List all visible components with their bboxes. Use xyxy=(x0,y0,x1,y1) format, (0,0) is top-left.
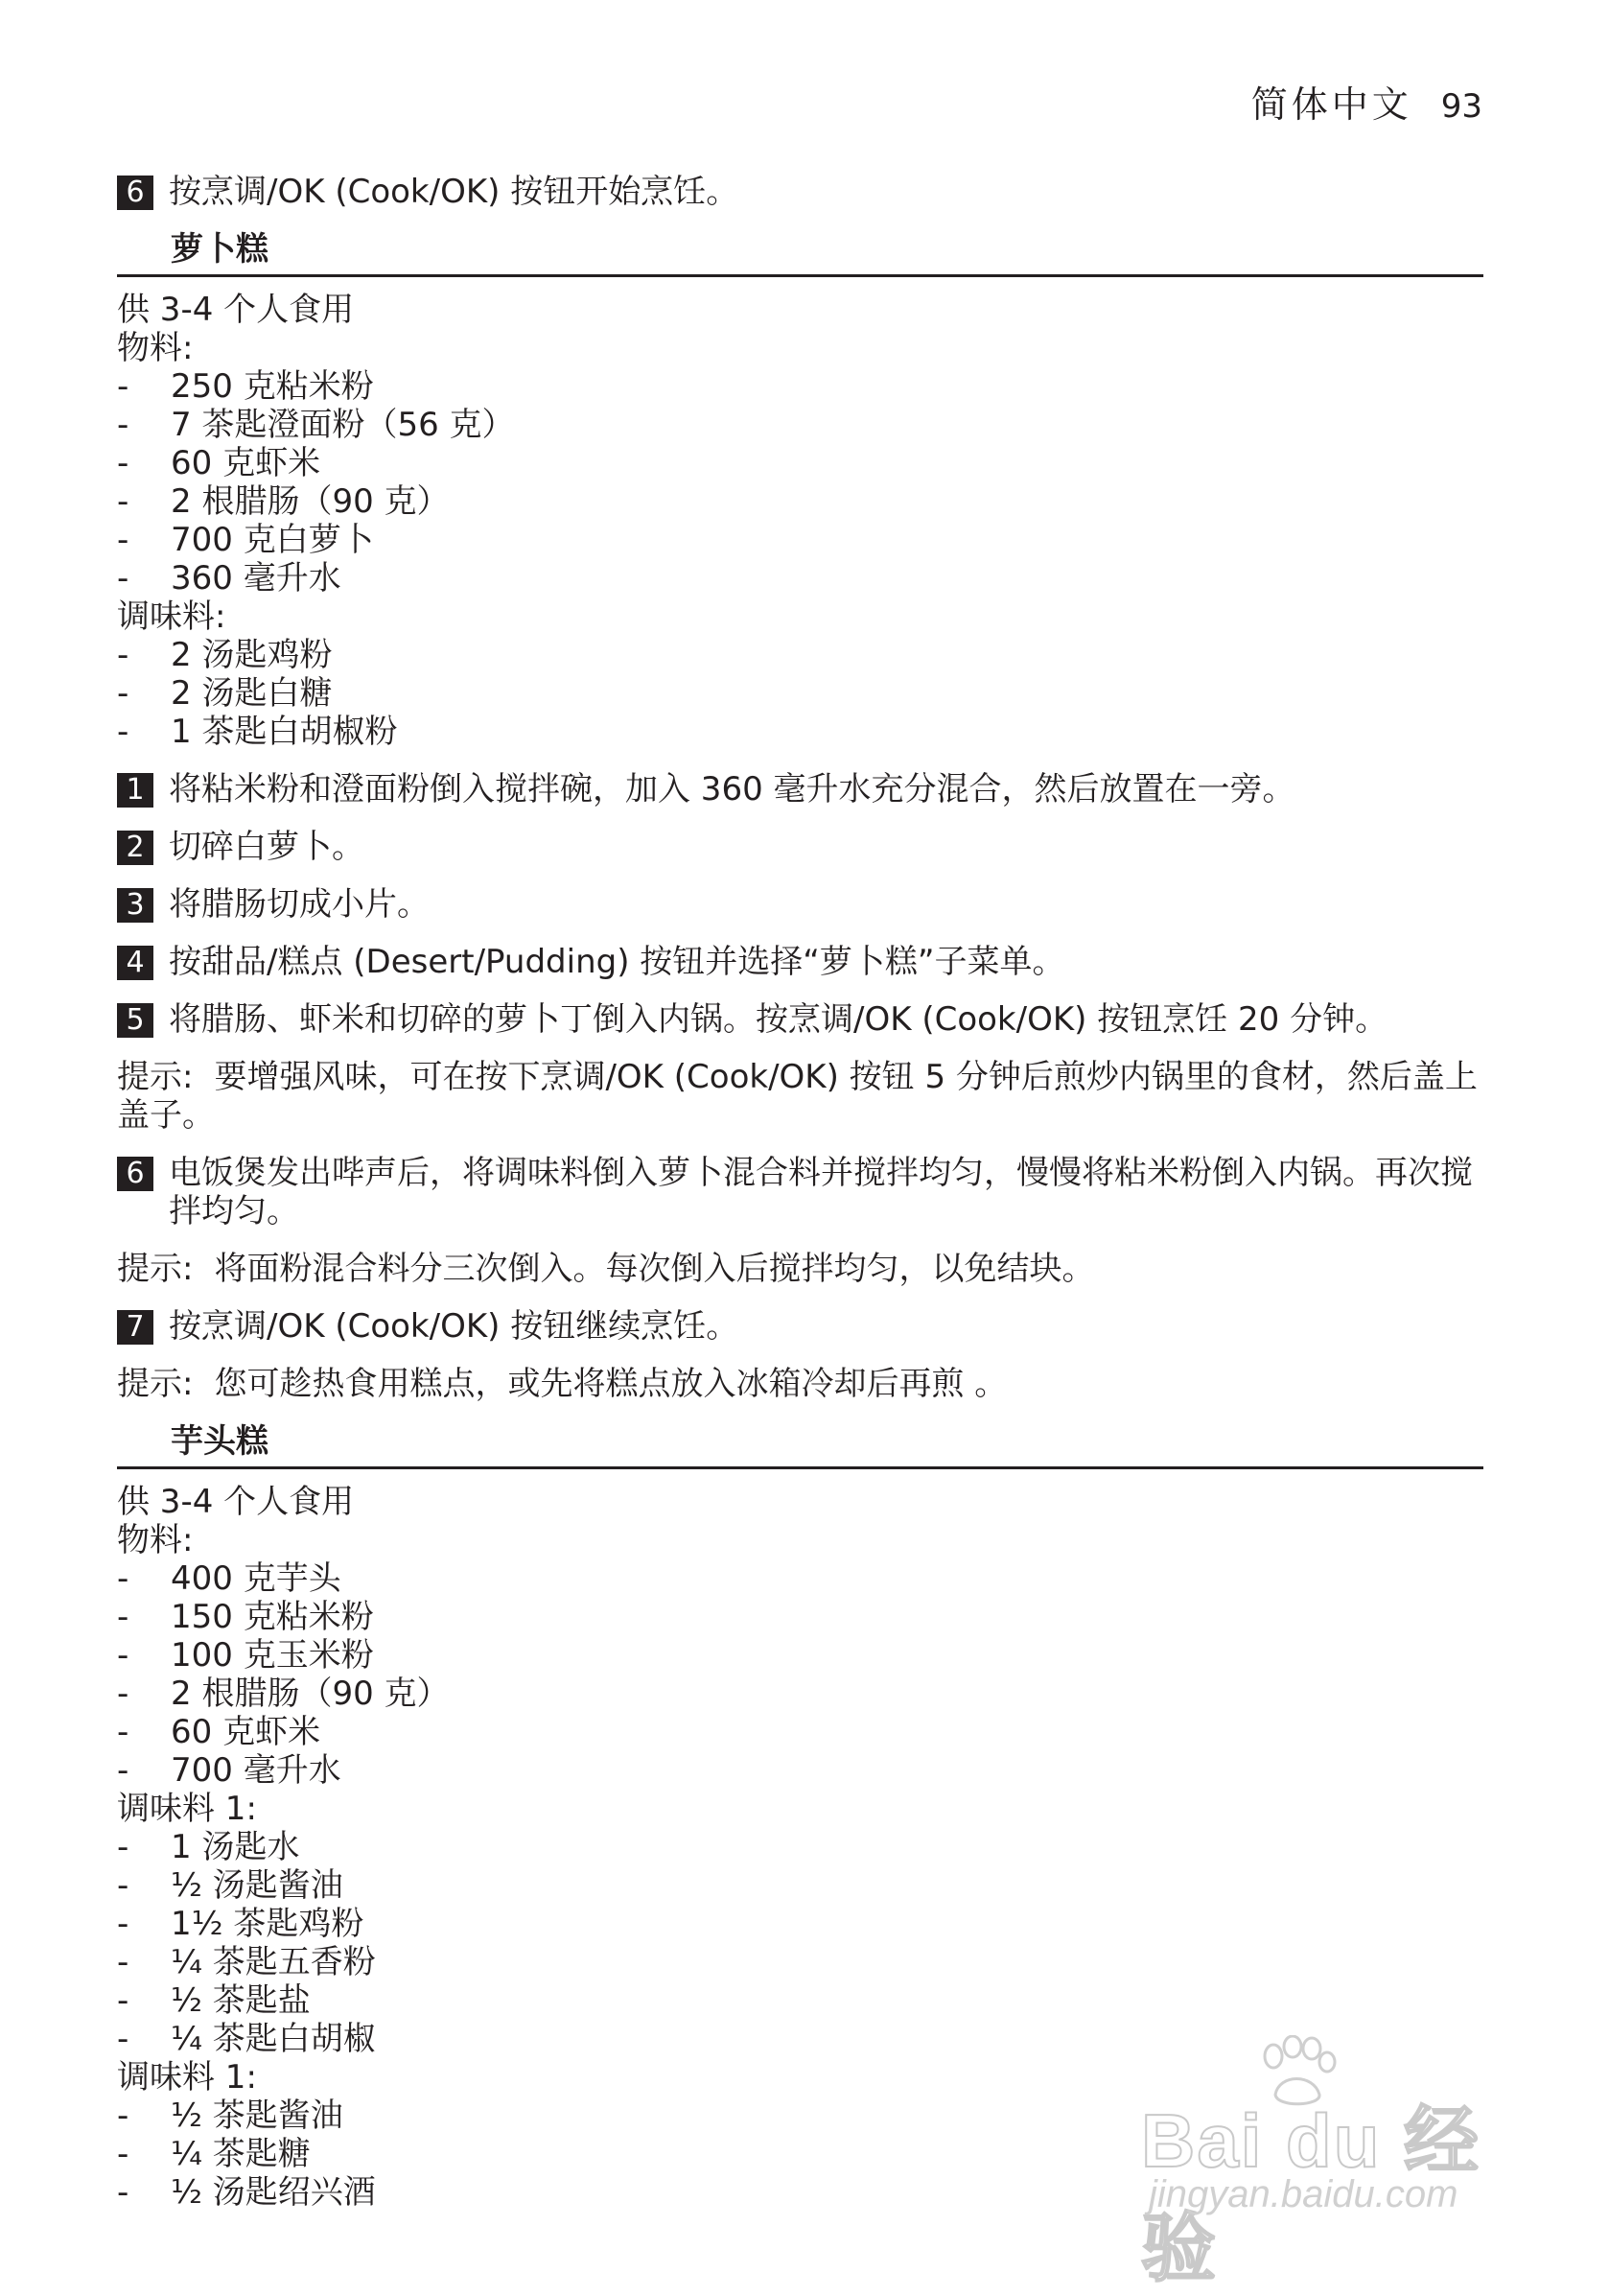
list-item: - 360 毫升水 xyxy=(117,559,341,597)
ingredient-text: 700 克白萝卜 xyxy=(171,521,374,559)
step-number: 2 xyxy=(117,831,153,865)
step-item xyxy=(117,173,1483,211)
hint-text: 您可趁热食用糕点，或先将糕点放入冰箱冷却后再煎 。 xyxy=(214,1365,1008,1403)
hint-label: 提示: xyxy=(117,1058,194,1096)
list-item: - 60 克虾米 xyxy=(117,1713,321,1751)
seasoning-text: 1½ 茶匙鸡粉 xyxy=(171,1905,364,1943)
step-text: 将腊肠、虾米和切碎的萝卜丁倒入内锅。按烹调/OK (Cook/OK) 按钮烹饪 20 分钟。 xyxy=(169,1000,1388,1039)
step-item xyxy=(117,1307,1483,1346)
step-number: 6 xyxy=(117,1157,153,1191)
step-item xyxy=(117,885,1483,924)
list-item: - 400 克芋头 xyxy=(117,1559,341,1598)
hint-paragraph xyxy=(117,1058,1483,1135)
hint-label: 提示: xyxy=(117,1250,194,1288)
list-item: - ½ 汤匙绍兴酒 xyxy=(117,2173,376,2212)
step-number: 1 xyxy=(117,773,153,808)
baidu-watermark xyxy=(1141,2052,1544,2290)
ingredients-label: 物料: xyxy=(117,329,194,367)
ingredient-text: 400 克芋头 xyxy=(171,1559,341,1598)
ingredient-text: 150 克粘米粉 xyxy=(171,1598,374,1636)
list-item: - 2 汤匙鸡粉 xyxy=(117,636,333,674)
hint-paragraph xyxy=(117,1365,1483,1403)
list-item: - 700 毫升水 xyxy=(117,1751,341,1790)
seasoning-text: ½ 汤匙酱油 xyxy=(171,1866,343,1905)
ingredient-text: 7 茶匙澄面粉（56 克） xyxy=(171,406,515,444)
ingredient-text: 360 毫升水 xyxy=(171,559,341,597)
ingredient-text: 2 根腊肠（90 克） xyxy=(171,482,450,521)
watermark-url: jingyan.baidu.com xyxy=(1149,2173,1458,2215)
step-number: 6 xyxy=(117,176,153,210)
list-item: - 2 根腊肠（90 克） xyxy=(117,482,450,521)
serves-text: 供 3-4 个人食用 xyxy=(117,291,355,329)
hint-label: 提示: xyxy=(117,1365,194,1403)
list-item: - ¼ 茶匙五香粉 xyxy=(117,1943,376,1981)
list-item: - ¼ 茶匙白胡椒 xyxy=(117,2020,376,2058)
language-title: 简体中文 xyxy=(1250,83,1412,126)
hint-text: 要增强风味，可在按下烹调/OK (Cook/OK) 按钮 5 分钟后煎炒内锅里的食材，然后盖上盖子。 xyxy=(117,1058,1478,1135)
ingredient-text: 60 克虾米 xyxy=(171,444,321,482)
seasoning-text: 2 汤匙白糖 xyxy=(171,674,333,713)
seasoning-text: 1 茶匙白胡椒粉 xyxy=(171,713,398,751)
ingredient-text: 2 根腊肠（90 克） xyxy=(171,1675,450,1713)
seasoning-label: 调味料: xyxy=(117,597,226,636)
step-number: 5 xyxy=(117,1003,153,1038)
list-item: - 7 茶匙澄面粉（56 克） xyxy=(117,406,515,444)
step-text: 电饭煲发出哔声后，将调味料倒入萝卜混合料并搅拌均匀，慢慢将粘米粉倒入内锅。再次搅拌均匀。 xyxy=(169,1154,1473,1230)
watermark-brand: Bai du 经验 xyxy=(1141,2098,1481,2290)
list-item: - 1 茶匙白胡椒粉 xyxy=(117,713,398,751)
list-item: - 1 汤匙水 xyxy=(117,1828,300,1866)
seasoning-label: 调味料 1: xyxy=(117,1790,257,1828)
step-text: 切碎白萝卜。 xyxy=(169,828,364,866)
step-text: 将腊肠切成小片。 xyxy=(169,885,430,924)
step-item xyxy=(117,828,1483,866)
list-item: - 250 克粘米粉 xyxy=(117,367,374,406)
step-item xyxy=(117,770,1483,808)
ingredient-text: 60 克虾米 xyxy=(171,1713,321,1751)
ingredients-label: 物料: xyxy=(117,1521,194,1559)
seasoning-list xyxy=(117,636,1483,751)
seasoning-text: ¼ 茶匙白胡椒 xyxy=(171,2020,376,2058)
list-item: - 100 克玉米粉 xyxy=(117,1636,374,1675)
list-item: - ½ 茶匙酱油 xyxy=(117,2097,343,2135)
ingredient-list xyxy=(117,1559,1483,1790)
seasoning-text: ½ 汤匙绍兴酒 xyxy=(171,2173,376,2212)
step-item xyxy=(117,1000,1483,1039)
page-header xyxy=(1251,75,1482,128)
serves-text: 供 3-4 个人食用 xyxy=(117,1483,355,1521)
page-number: 93 xyxy=(1440,87,1482,126)
ingredient-list xyxy=(117,367,1483,597)
seasoning-text: ½ 茶匙酱油 xyxy=(171,2097,343,2135)
step-text: 按烹调/OK (Cook/OK) 按钮继续烹饪。 xyxy=(169,1307,739,1346)
ingredient-text: 700 毫升水 xyxy=(171,1751,341,1790)
seasoning-text: 2 汤匙鸡粉 xyxy=(171,636,333,674)
step-number: 7 xyxy=(117,1310,153,1345)
recipe-title: 芋头糕 xyxy=(117,1422,1483,1469)
ingredient-text: 100 克玉米粉 xyxy=(171,1636,374,1675)
ingredient-text: 250 克粘米粉 xyxy=(171,367,374,406)
list-item: - ¼ 茶匙糖 xyxy=(117,2135,311,2173)
step-number: 4 xyxy=(117,946,153,980)
list-item: - ½ 汤匙酱油 xyxy=(117,1866,343,1905)
page-content xyxy=(117,173,1483,2212)
list-item: - 60 克虾米 xyxy=(117,444,321,482)
seasoning-text: 1 汤匙水 xyxy=(171,1828,300,1866)
seasoning-label: 调味料 1: xyxy=(117,2058,257,2097)
hint-paragraph xyxy=(117,1250,1483,1288)
list-item: - 150 克粘米粉 xyxy=(117,1598,374,1636)
seasoning-text: ¼ 茶匙糖 xyxy=(171,2135,311,2173)
recipe-title: 萝卜糕 xyxy=(117,230,1483,277)
seasoning-text: ½ 茶匙盐 xyxy=(171,1981,311,2020)
step-text: 将粘米粉和澄面粉倒入搅拌碗，加入 360 毫升水充分混合，然后放置在一旁。 xyxy=(169,770,1295,808)
hint-text: 将面粉混合料分三次倒入。每次倒入后搅拌均匀，以免结块。 xyxy=(214,1250,1095,1288)
step-text: 按烹调/OK (Cook/OK) 按钮开始烹饪。 xyxy=(169,173,739,211)
step-text: 按甜品/糕点 (Desert/Pudding) 按钮并选择“萝卜糕”子菜单。 xyxy=(169,943,1065,981)
step-item xyxy=(117,1154,1483,1230)
seasoning-text: ¼ 茶匙五香粉 xyxy=(171,1943,376,1981)
list-item: - 1½ 茶匙鸡粉 xyxy=(117,1905,364,1943)
step-item xyxy=(117,943,1483,981)
list-item: - 2 根腊肠（90 克） xyxy=(117,1675,450,1713)
seasoning-list xyxy=(117,1828,1483,2058)
list-item: - 700 克白萝卜 xyxy=(117,521,374,559)
step-number: 3 xyxy=(117,888,153,923)
list-item: - 2 汤匙白糖 xyxy=(117,674,333,713)
list-item: - ½ 茶匙盐 xyxy=(117,1981,311,2020)
